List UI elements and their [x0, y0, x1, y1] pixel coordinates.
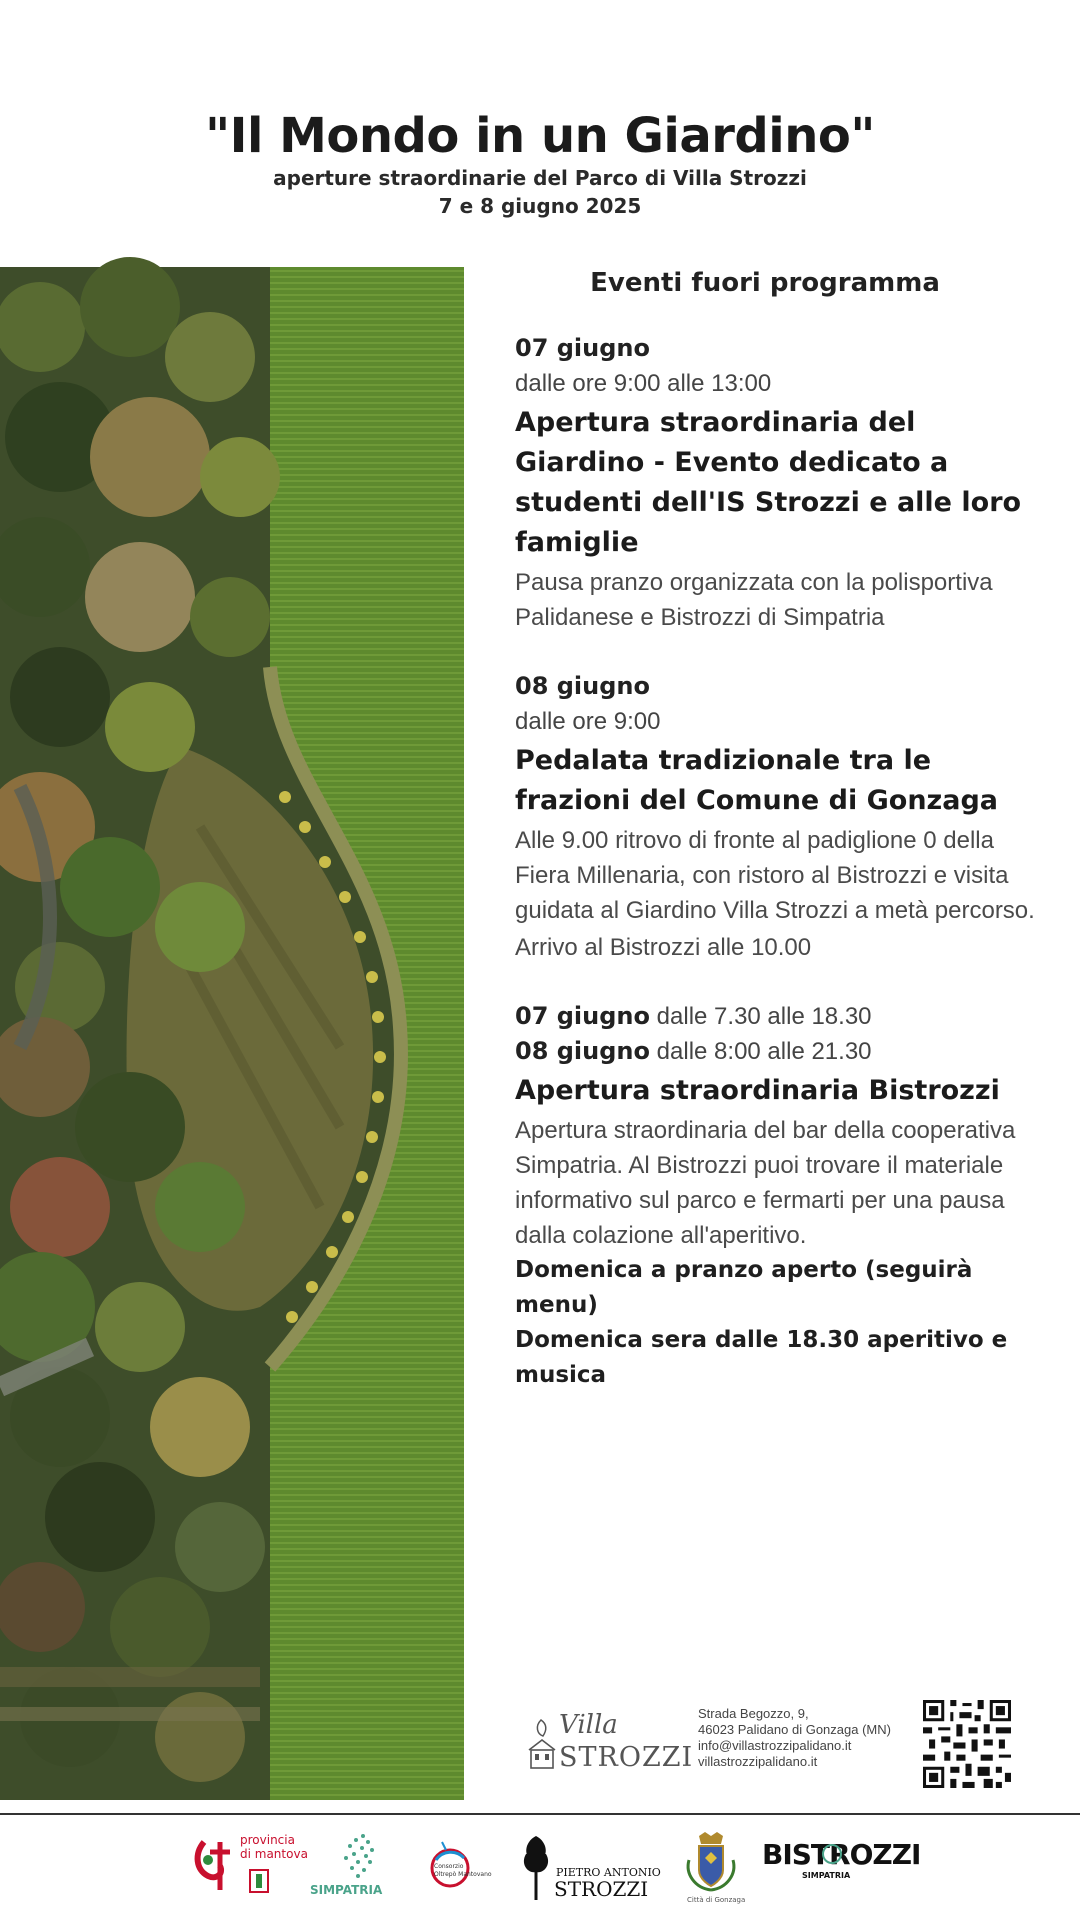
- event-arrival: Arrivo al Bistrozzi alle 10.00: [515, 934, 812, 961]
- event-time: dalle 8:00 alle 21.30: [656, 1038, 872, 1065]
- qr-code-icon[interactable]: [923, 1700, 1011, 1788]
- event-item: [515, 331, 1035, 635]
- event-time: dalle ore 9:00: [515, 708, 661, 735]
- logo-villa-word: Villa: [559, 1710, 618, 1740]
- simpatria-text: SIMPATRIA: [310, 1883, 383, 1897]
- logo-bistrozzi: [758, 1830, 921, 1910]
- event-date: 08 giugno: [515, 672, 650, 700]
- provincia-mantova-icon: [190, 1830, 308, 1900]
- event-time: dalle ore 9:00 alle 13:00: [515, 370, 772, 397]
- address-street: Strada Begozzo, 9,: [698, 1706, 809, 1721]
- bistrozzi-text: BISTROZZI: [762, 1838, 921, 1871]
- logo-pietro-antonio-strozzi: [520, 1830, 661, 1910]
- gonzaga-text: Città di Gonzaga: [687, 1896, 746, 1904]
- poster-title: "Il Mondo in un Giardino": [205, 108, 875, 164]
- aerial-garden-photo: [0, 267, 464, 1800]
- event-description: Alle 9.00 ritrovo di fronte al padiglione 0 della Fiera Millenaria, con ristoro al Bistrozzi e visita guidata al Giardino Villa Strozzi a metà percorso.: [515, 827, 1035, 924]
- event-item: [515, 669, 1035, 965]
- logo-provincia-mantova: [190, 1830, 308, 1910]
- partner-logos: [0, 1830, 1080, 1910]
- poster-dates: 7 e 8 giugno 2025: [438, 194, 642, 218]
- contact-email[interactable]: info@villastrozzipalidano.it: [698, 1738, 852, 1753]
- event-date-line: [515, 999, 1035, 1034]
- events-section: [515, 263, 1035, 1427]
- villa-house-icon: [525, 1716, 559, 1772]
- footer-divider: [0, 1813, 1080, 1815]
- logo-citta-gonzaga: [675, 1830, 745, 1910]
- events-heading: Eventi fuori programma: [590, 268, 940, 298]
- address-city: 46023 Palidano di Gonzaga (MN): [698, 1722, 891, 1737]
- aerial-garden-illustration: [0, 267, 464, 1800]
- strozzi-text-1: PIETRO ANTONIO: [556, 1866, 661, 1879]
- poster-subtitle: aperture straordinarie del Parco di Villa Strozzi: [273, 166, 807, 190]
- event-description: Apertura straordinaria del bar della cooperativa Simpatria. Al Bistrozzi puoi trovare il materiale informativo sul parco e fermarti per una pausa dalla colazione all'aperitivo.: [515, 1117, 1016, 1249]
- event-item: [515, 999, 1035, 1393]
- event-title: Pedalata tradizionale tra le frazioni del Comune di Gonzaga: [515, 745, 999, 816]
- event-date: 08 giugno: [515, 1037, 650, 1065]
- bistrozzi-sub-text: SIMPATRIA: [802, 1871, 851, 1880]
- event-note: Domenica a pranzo aperto (seguirà menu): [515, 1257, 973, 1318]
- contact-address: [698, 1706, 891, 1770]
- logo-simpatria: [308, 1830, 388, 1910]
- consorzio-text-2: Oltrepò Mantovano: [434, 1871, 492, 1878]
- strozzi-tree-icon: [520, 1830, 661, 1905]
- provincia-text-2: di mantova: [240, 1847, 308, 1861]
- event-time: dalle 7.30 alle 18.30: [656, 1003, 872, 1030]
- simpatria-dots-icon: [308, 1830, 388, 1905]
- bistrozzi-wordmark: [758, 1830, 921, 1900]
- provincia-text-1: provincia: [240, 1833, 295, 1847]
- event-title: Apertura straordinaria del Giardino - Evento dedicato a studenti dell'IS Strozzi e alle loro famiglie: [515, 407, 1022, 558]
- contact-block: [525, 1700, 1025, 1790]
- event-note: Domenica sera dalle 18.30 aperitivo e musica: [515, 1327, 1008, 1388]
- consorzio-text-1: Consorzio: [434, 1863, 464, 1870]
- gonzaga-crest-icon: [675, 1830, 745, 1905]
- event-date-line: [515, 1034, 1035, 1069]
- event-description: Pausa pranzo organizzata con la polisportiva Palidanese e Bistrozzi di Simpatria: [515, 569, 993, 631]
- event-date: 07 giugno: [515, 334, 650, 362]
- event-title: Apertura straordinaria Bistrozzi: [515, 1075, 1000, 1106]
- event-date: 07 giugno: [515, 1002, 650, 1030]
- villa-strozzi-logo: [525, 1706, 694, 1776]
- strozzi-text-2: STROZZI: [554, 1877, 649, 1901]
- logo-strozzi-word: STROZZI: [559, 1742, 694, 1773]
- consorzio-ring-icon: [428, 1830, 508, 1900]
- contact-website[interactable]: villastrozzipalidano.it: [698, 1754, 818, 1769]
- logo-consorzio-oltrepo: [428, 1830, 508, 1910]
- poster-header: [0, 108, 1080, 220]
